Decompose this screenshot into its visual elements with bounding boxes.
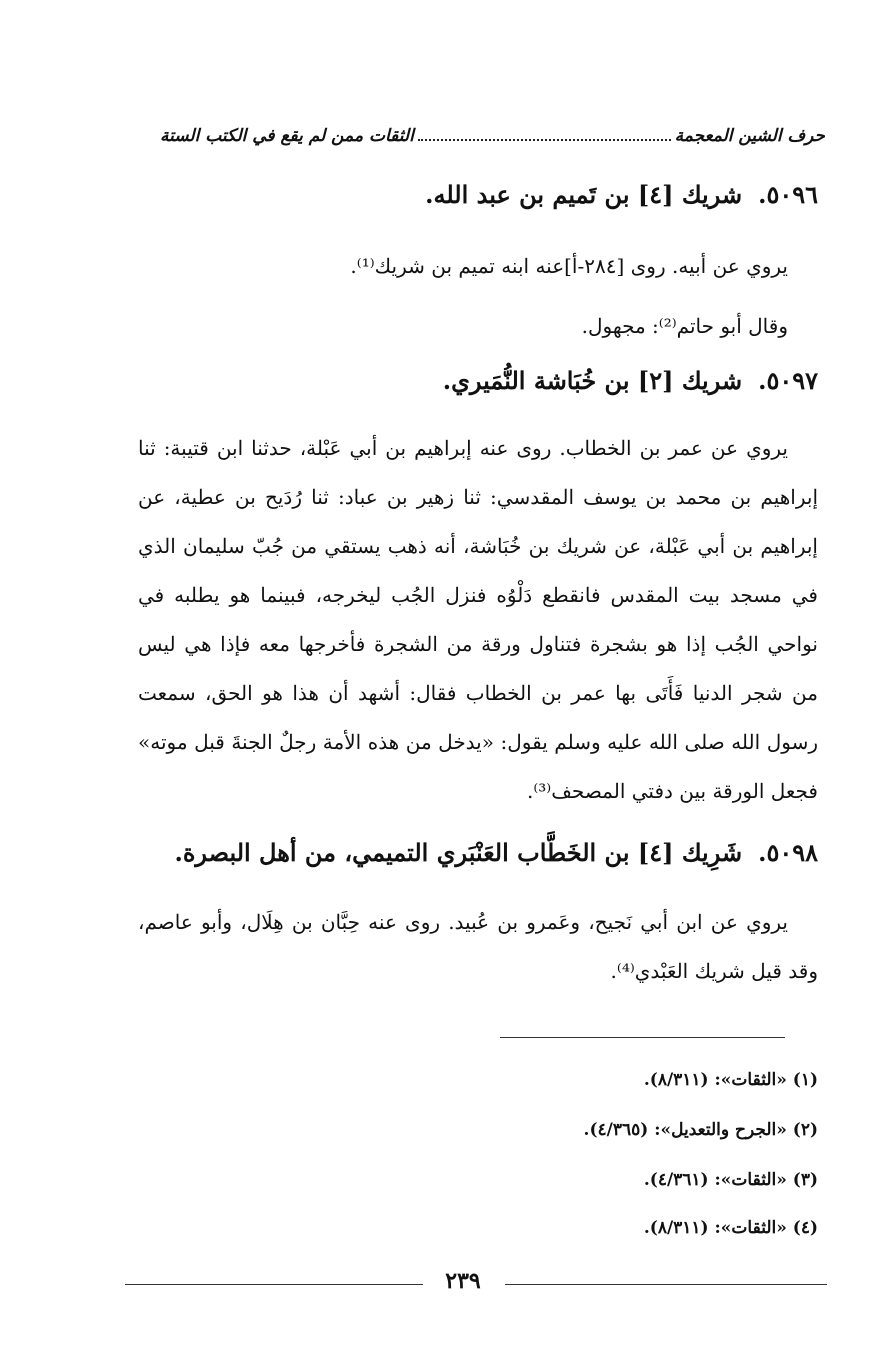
running-header-dots [418, 139, 671, 141]
footnote-3: (٣) «الثقات»: (٤/٣٦١). [643, 1170, 818, 1190]
footnote-2: (٢) «الجرح والتعديل»: (٤/٣٦٥). [583, 1120, 818, 1140]
entry-title-5098 [174, 838, 818, 867]
entry-number: ٥٠٩٧. [758, 366, 818, 395]
entry-title-5096 [425, 180, 818, 209]
entry-5096-paragraph-1: يروي عن أبيه. روى [٢٨٤-أ]عنه ابنه تميم بن شريك⁽¹⁾. [350, 254, 788, 278]
entry-5096-paragraph-2: وقال أبو حاتم⁽²⁾: مجهول. [581, 314, 788, 338]
entry-5097-paragraph-1: يروي عن عمر بن الخطاب. روى عنه إبراهيم بن أبي عَبْلة، حدثنا ابن قتيبة: ثنا إبراهيم بن محمد بن يوسف المقدسي: ثنا زهير بن عباد: ثنا رُدَيح بن عطية، عن إبراهيم بن أبي عَبْلة، عن شريك بن خُبَاشة، أنه ذهب يستقي من جُبّ سليمان الذي في مسجد بيت المقدس فانقطع دَلْوُه فنزل الجُب ليخرجه، فبينما هو يطلبه في نواحي الجُب إذا هو بشجرة فتناول ورقة من الشجرة فأخرجها معه فإذا هي ليس من شجر الدنيا فَأَتَى بها عمر بن الخطاب فقال: أشهد أن هذا هو الحق، سمعت رسول الله صلى الله عليه وسلم يقول: «يدخل من هذه الأمة رجلٌ الجنةَ قبل موته» فجعل الورقة بين دفتي المصحف⁽³⁾. [138, 436, 818, 803]
entry-name: شَرِيك [٤] بن الخَطَّاب العَنْبَري التميمي، من أهل البصرة. [174, 838, 743, 867]
footer-rule-right [505, 1284, 827, 1285]
entry-name: شريك [٤] بن تَميم بن عبد الله. [425, 180, 743, 209]
running-header [160, 126, 825, 146]
footnote-separator [500, 1037, 785, 1038]
footer-rule-left [125, 1284, 423, 1285]
entry-name: شريك [٢] بن خُبَاشة النُّمَيري. [442, 366, 743, 395]
entry-number: ٥٠٩٨. [758, 838, 818, 867]
entry-5098-paragraph-1: يروي عن ابن أبي نَجيح، وعَمرو بن عُبيد. روى عنه حِبَّان بن هِلَال، وأبو عاصم، وقد قيل شريك العَبْدي⁽⁴⁾. [138, 910, 818, 983]
entry-number: ٥٠٩٦. [758, 180, 818, 209]
footnote-4: (٤) «الثقات»: (٨/٣١١). [643, 1218, 818, 1238]
entry-title-5097 [443, 366, 818, 395]
page-number: ٢٣٩ [445, 1268, 481, 1294]
running-header-chapter: حرف الشين المعجمة [674, 126, 825, 146]
footnote-1: (١) «الثقات»: (٨/٣١١). [643, 1070, 818, 1090]
running-header-book-title: الثقات ممن لم يقع في الكتب الستة [160, 126, 414, 146]
